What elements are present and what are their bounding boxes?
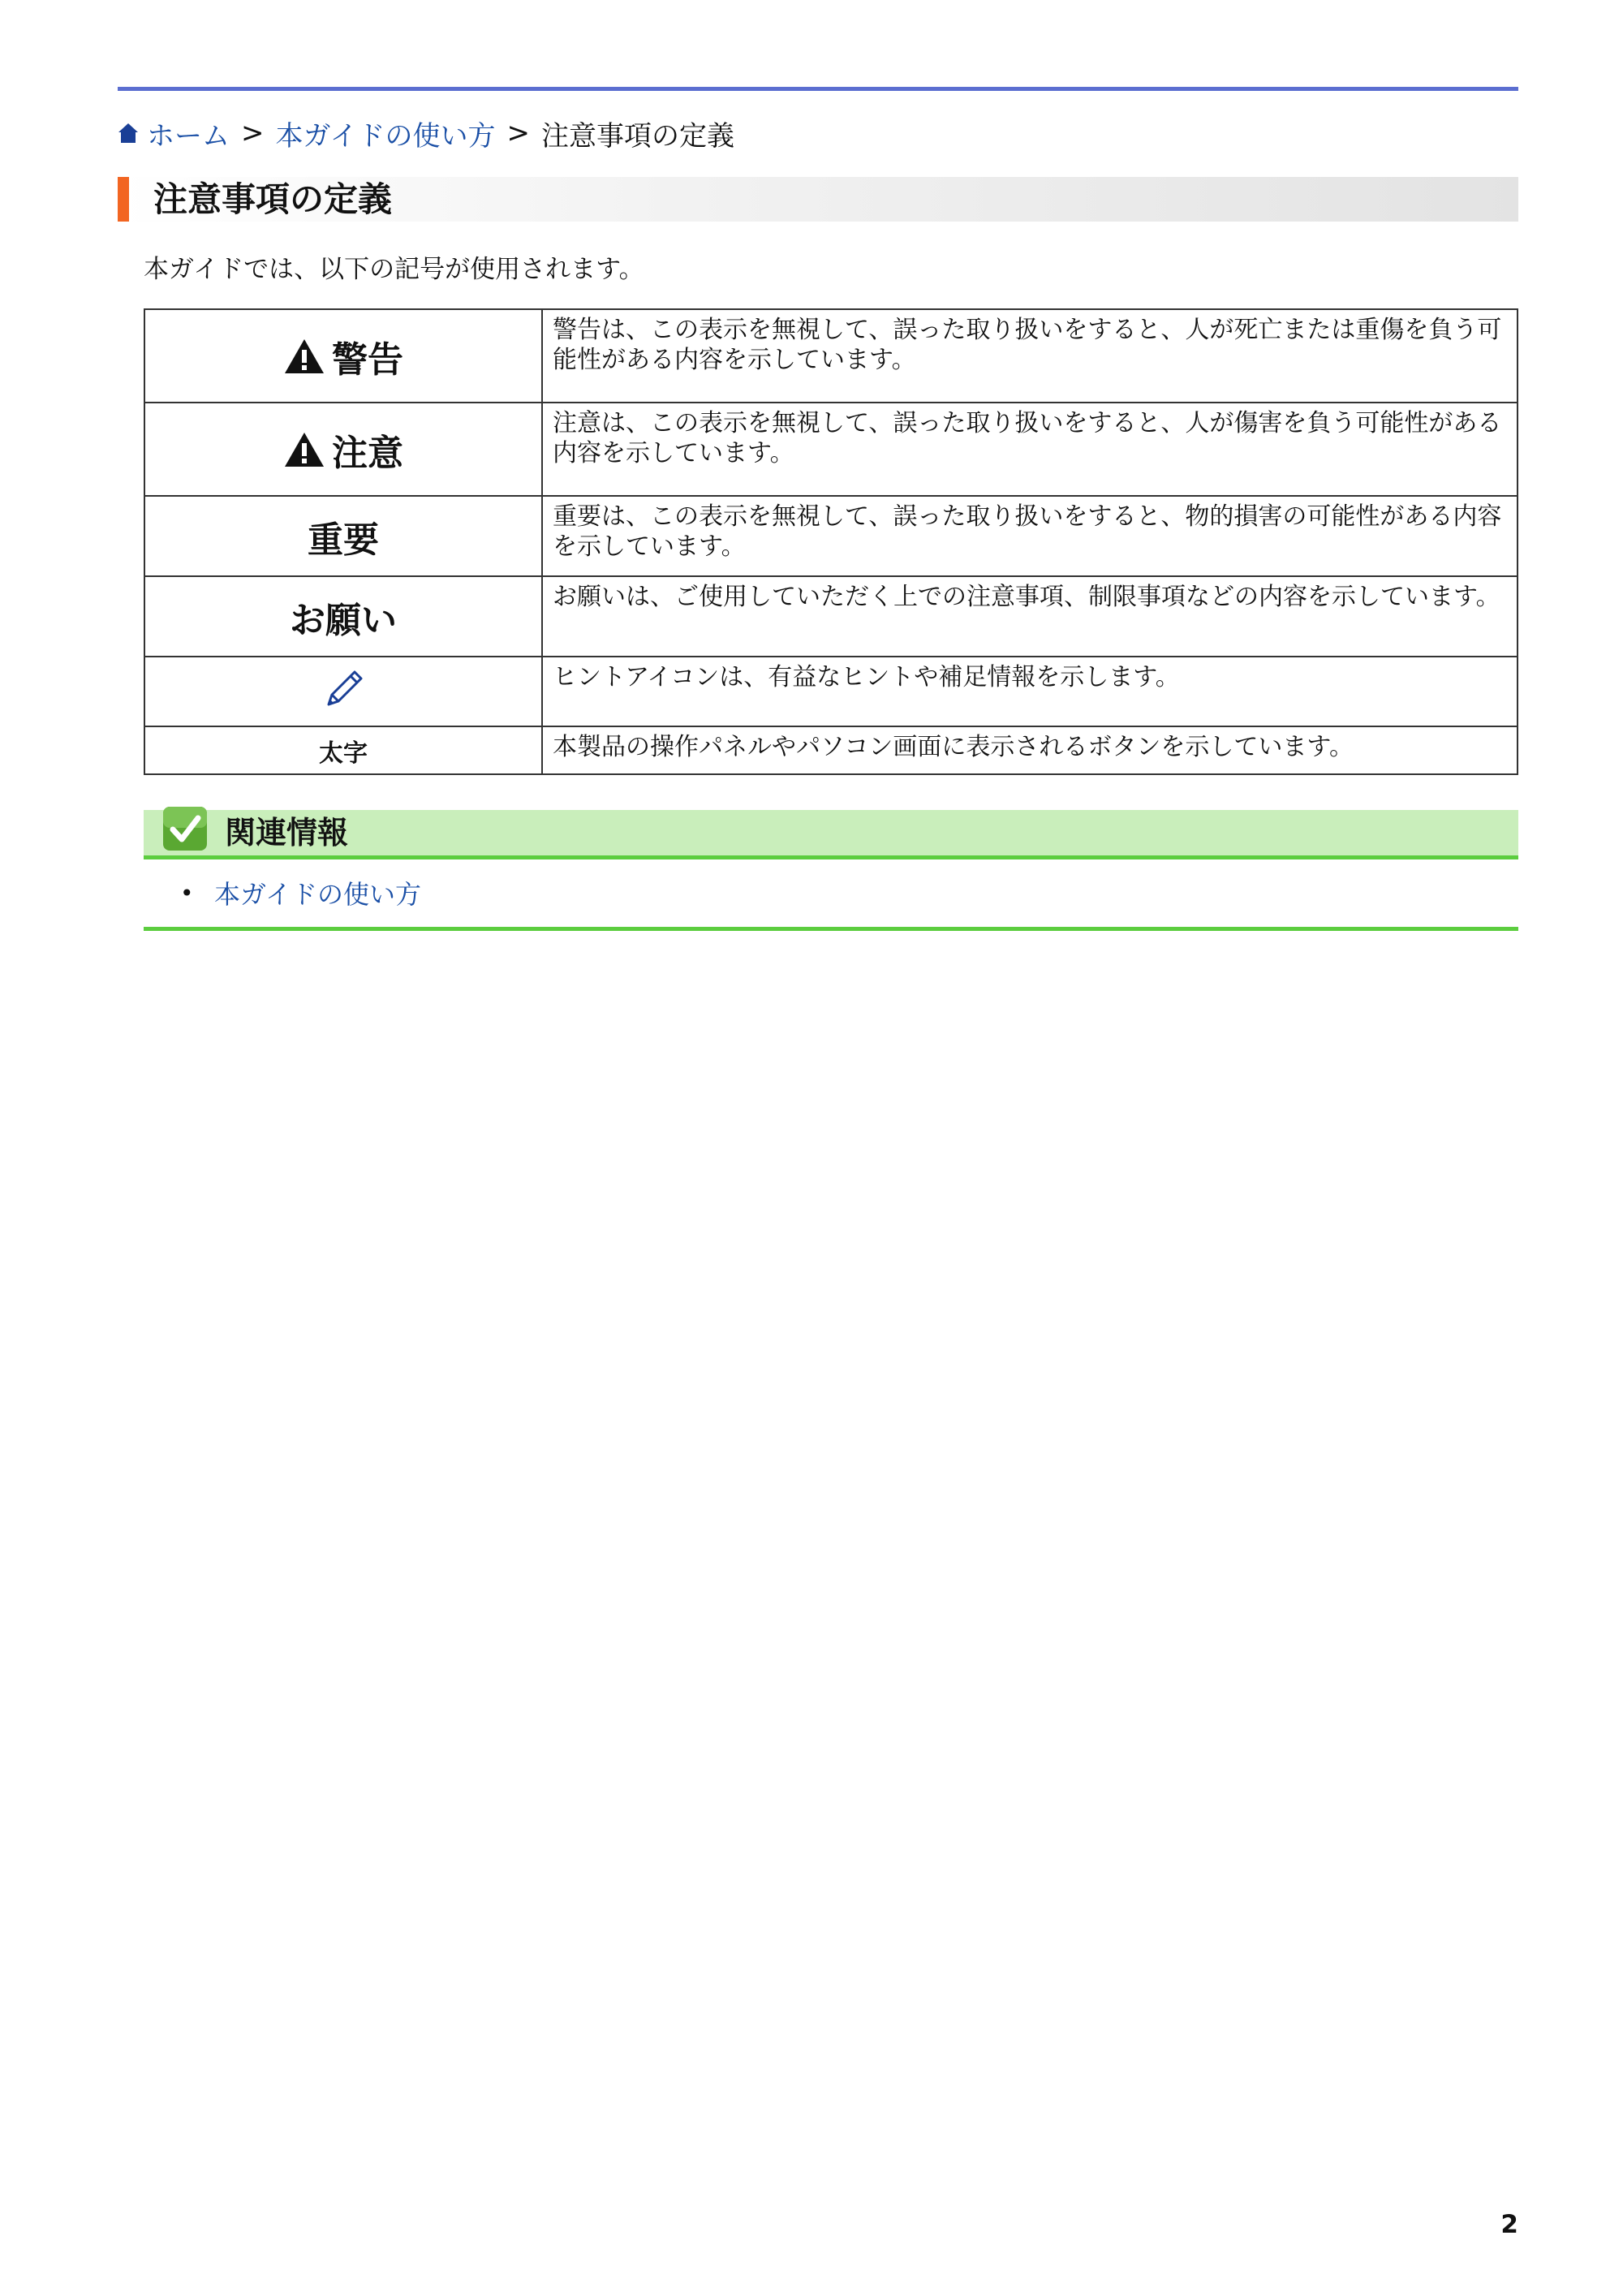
related-info-title: 関連情報 [225, 815, 349, 851]
warning-triangle-icon [283, 338, 325, 375]
notation-table [144, 308, 1518, 775]
description-cell: 警告は、この表示を無視して、誤った取り扱いをすると、人が死亡または重傷を負う可能性がある内容を示しています。 [542, 309, 1518, 403]
description-cell: 注意は、この表示を無視して、誤った取り扱いをすると、人が傷害を負う可能性がある内容を示しています。 [542, 403, 1518, 496]
page-title: 注意事項の定義 [153, 179, 393, 219]
table-row [144, 576, 1518, 657]
table-row [144, 726, 1518, 774]
symbol-cell [144, 657, 542, 726]
symbol-label-important: 重要 [308, 519, 379, 561]
table-row [144, 309, 1518, 403]
symbol-cell [144, 576, 542, 657]
symbol-label-request: お願い [290, 599, 397, 641]
home-icon[interactable] [118, 122, 139, 144]
description-cell: 重要は、この表示を無視して、誤った取り扱いをすると、物的損害の可能性がある内容を示しています。 [542, 496, 1518, 576]
end-rule [144, 927, 1518, 931]
page-number: 2 [1500, 2210, 1518, 2239]
symbol-label-bold: 太字 [319, 739, 368, 768]
breadcrumb-guide-link[interactable]: 本ガイドの使い方 [275, 119, 496, 153]
breadcrumb-separator: > [506, 117, 530, 149]
table-row [144, 657, 1518, 726]
list-item [180, 875, 422, 911]
description-cell: お願いは、ご使用していただく上での注意事項、制限事項などの内容を示しています。 [542, 576, 1518, 657]
table-row [144, 496, 1518, 576]
top-rule [118, 87, 1518, 91]
caution-triangle-icon [283, 431, 325, 468]
symbol-label-caution: 注意 [332, 432, 403, 474]
breadcrumb-home-link[interactable]: ホーム [147, 119, 230, 153]
symbol-cell [144, 403, 542, 496]
related-link-guide[interactable]: 本ガイドの使い方 [214, 879, 422, 910]
description-cell: 本製品の操作パネルやパソコン画面に表示されるボタンを示しています。 [542, 726, 1518, 774]
page-title-bar [118, 177, 1518, 222]
description-cell: ヒントアイコンは、有益なヒントや補足情報を示します。 [542, 657, 1518, 726]
bullet: • [180, 879, 194, 907]
related-info-header [144, 810, 1518, 855]
symbol-label-warning: 警告 [332, 338, 403, 381]
breadcrumb [118, 113, 734, 153]
breadcrumb-current: 注意事項の定義 [540, 119, 734, 153]
symbol-cell [144, 726, 542, 774]
related-info-rule [144, 855, 1518, 859]
symbol-cell [144, 496, 542, 576]
title-accent [118, 177, 129, 222]
breadcrumb-separator: > [241, 117, 265, 149]
intro-text: 本ガイドでは、以下の記号が使用されます。 [144, 255, 644, 284]
symbol-cell [144, 309, 542, 403]
checkmark-icon [161, 805, 209, 852]
table-row [144, 403, 1518, 496]
pencil-icon [317, 664, 369, 716]
